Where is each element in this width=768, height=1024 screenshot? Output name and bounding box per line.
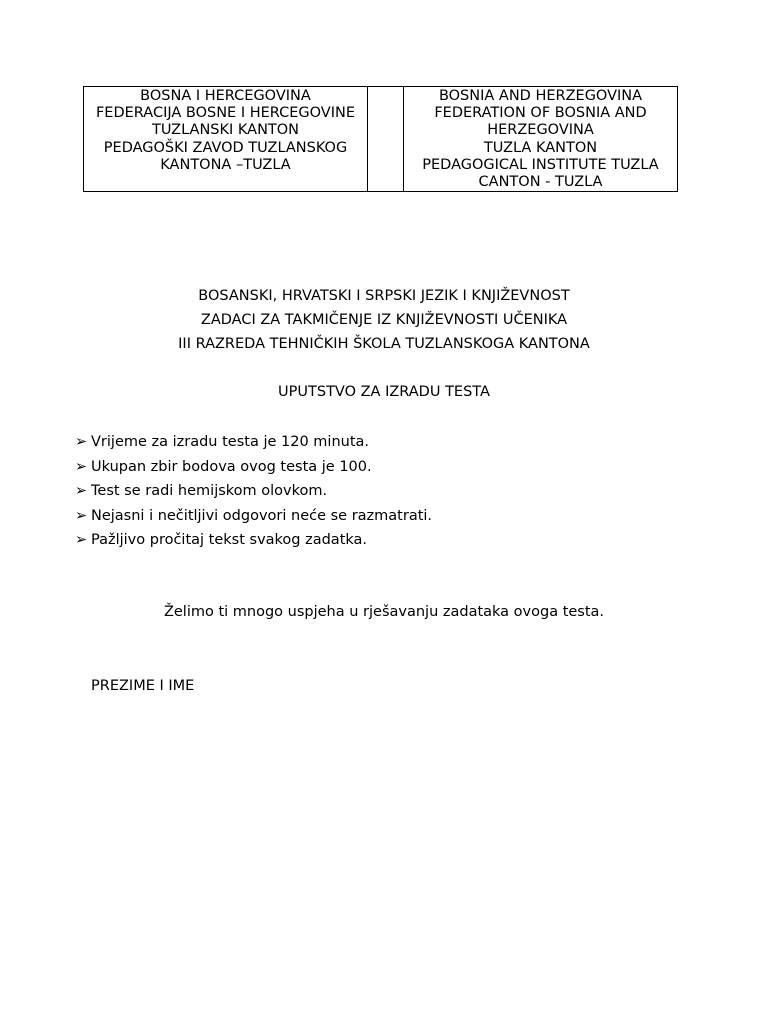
instructions-heading: UPUTSTVO ZA IZRADU TESTA (278, 384, 490, 400)
header-bosnian-line-4: PEDAGOŠKI ZAVOD TUZLANSKOG (103, 139, 348, 156)
header-spacer-cell (368, 87, 404, 192)
header-bosnian-line-1: BOSNA I HERCEGOVINA (140, 88, 311, 104)
header-english-line-5: PEDAGOGICAL INSTITUTE TUZLA (422, 156, 659, 173)
arrow-bullet-icon: ➢ (75, 434, 88, 450)
arrow-bullet-icon: ➢ (75, 458, 88, 475)
instruction-text: Nejasni i nečitljivi odgovori neće se razmatrati. (91, 507, 433, 524)
institution-header-table (83, 86, 678, 192)
document-title-line-2: ZADACI ZA TAKMIČENJE IZ KNJIŽEVNOSTI UČENIKA (200, 312, 568, 328)
list-item (75, 481, 432, 506)
good-luck-message: Želimo ti mnogo uspjeha u rješavanju zadataka ovoga testa. (163, 604, 605, 620)
header-english-line-1: BOSNIA AND HERZEGOVINA (438, 88, 643, 104)
header-english-line-4: TUZLA KANTON (483, 139, 598, 156)
document-title-line-1: BOSANSKI, HRVATSKI I SRPSKI JEZIK I KNJIŽEVNOST (198, 288, 570, 304)
instructions-list (75, 432, 432, 555)
instruction-text: Ukupan zbir bodova ovog testa je 100. (91, 458, 372, 475)
list-item (75, 530, 432, 555)
header-english-line-3: HERZEGOVINA (487, 122, 594, 139)
header-bosnian-line-2: FEDERACIJA BOSNE I HERCEGOVINE (95, 105, 356, 122)
header-bosnian-line-3: TUZLANSKI KANTON (151, 122, 300, 139)
student-name-label: PREZIME I IME (91, 678, 195, 694)
list-item (75, 457, 432, 482)
arrow-bullet-icon: ➢ (75, 507, 88, 524)
instruction-text: Test se radi hemijskom olovkom. (91, 483, 328, 499)
document-title-line-3: III RAZREDA TEHNIČKIH ŠKOLA TUZLANSKOGA KANTONA (178, 336, 590, 352)
header-bosnian-cell (84, 87, 368, 192)
header-bosnian-line-5: KANTONA –TUZLA (160, 156, 291, 173)
header-english-cell (404, 87, 678, 192)
header-english-line-6: CANTON - TUZLA (478, 174, 603, 191)
instruction-text: Pažljivo pročitaj tekst svakog zadatka. (91, 532, 368, 548)
list-item (75, 506, 432, 531)
arrow-bullet-icon: ➢ (75, 483, 88, 499)
list-item (75, 432, 432, 457)
instruction-text: Vrijeme za izradu testa je 120 minuta. (91, 434, 370, 450)
header-english-line-2: FEDERATION OF BOSNIA AND (434, 105, 647, 122)
arrow-bullet-icon: ➢ (75, 532, 88, 548)
